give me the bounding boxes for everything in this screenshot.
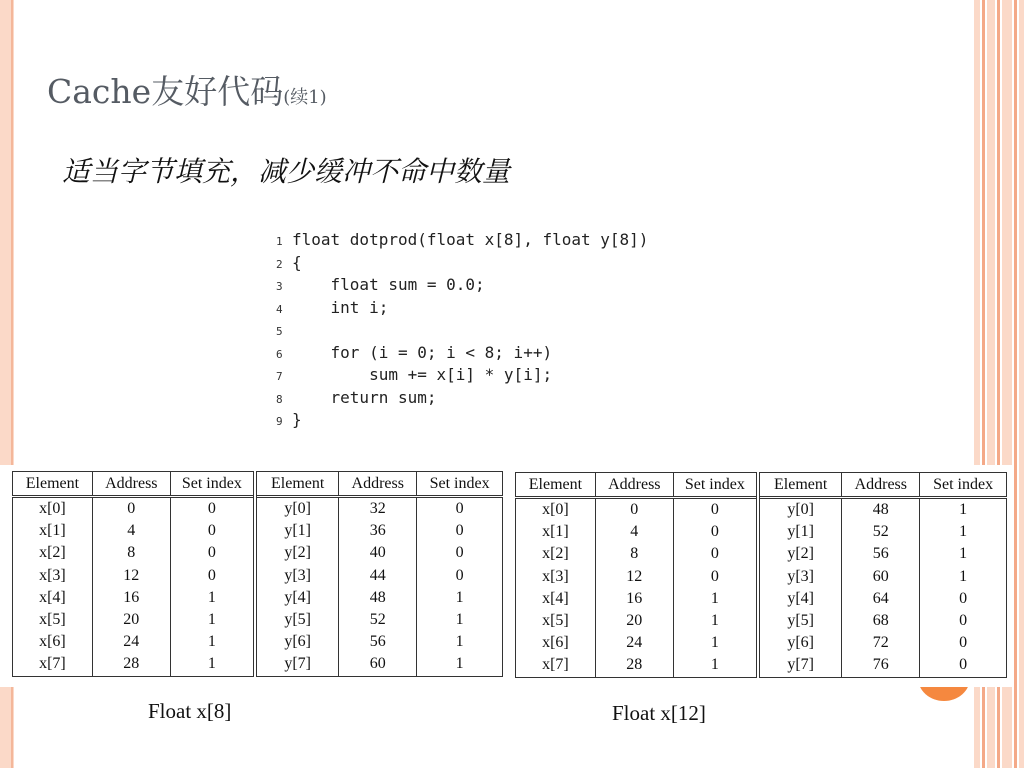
- line-number: 8: [276, 392, 283, 406]
- table-row: [516, 521, 1007, 543]
- column-header: Address: [842, 473, 920, 498]
- table-cell: y[4]: [255, 587, 339, 609]
- table-cell: 1: [920, 521, 1007, 543]
- table-cell: 1: [920, 543, 1007, 565]
- table-cell: 0: [920, 588, 1007, 610]
- column-header: Address: [339, 472, 417, 497]
- table-cell: x[6]: [516, 632, 596, 654]
- line-number: 5: [276, 325, 283, 338]
- table-caption-x8: Float x[8]: [148, 699, 232, 723]
- table-row: [13, 520, 503, 542]
- table-cell: x[5]: [516, 610, 596, 632]
- table-caption-x12: Float x[12]: [612, 701, 706, 725]
- table-cell: 1: [920, 498, 1007, 522]
- table-cell: 1: [170, 609, 255, 631]
- column-header: Address: [595, 473, 673, 498]
- table-cell: 32: [339, 497, 417, 521]
- line-number: 4: [276, 302, 283, 316]
- column-header: Element: [13, 472, 93, 497]
- table-row: [13, 609, 503, 631]
- table-cell: 60: [339, 653, 417, 676]
- table-cell: 0: [920, 654, 1007, 677]
- slide-title: [47, 66, 327, 113]
- table-cell: x[0]: [13, 497, 93, 521]
- table-cell: 48: [339, 587, 417, 609]
- table-cell: x[3]: [13, 565, 93, 587]
- table-cell: y[7]: [255, 653, 339, 676]
- column-header: Element: [516, 473, 596, 498]
- code-line: [276, 409, 648, 432]
- table-cell: 0: [170, 542, 255, 564]
- line-number: 3: [276, 280, 283, 293]
- line-number: 2: [276, 257, 283, 271]
- table-cell: 20: [92, 609, 170, 631]
- table-cell: x[7]: [13, 653, 93, 676]
- table-cell: x[4]: [13, 587, 93, 609]
- cache-table-x8: [12, 471, 503, 677]
- table-cell: x[6]: [13, 631, 93, 653]
- table-cell: 1: [170, 631, 255, 653]
- table-cell: 72: [842, 632, 920, 654]
- code-line: [276, 319, 648, 342]
- table-cell: x[1]: [13, 520, 93, 542]
- code-text: return sum;: [292, 387, 437, 407]
- table-row: [13, 587, 503, 609]
- table-cell: 76: [842, 654, 920, 677]
- line-number: 1: [276, 235, 283, 248]
- table-cell: 40: [339, 542, 417, 564]
- table-cell: x[2]: [13, 542, 93, 564]
- code-line: [276, 342, 648, 365]
- table-cell: 36: [339, 520, 417, 542]
- table-cell: 0: [673, 498, 758, 522]
- slide-subtitle: 适当字节填充，减少缓冲不命中数量: [62, 155, 511, 188]
- column-header: Set index: [417, 472, 503, 497]
- table-row: [516, 588, 1007, 610]
- table-cell: 0: [170, 520, 255, 542]
- table-cell: y[5]: [255, 609, 339, 631]
- table-cell: x[1]: [516, 521, 596, 543]
- table-cell: 0: [417, 542, 503, 564]
- table-cell: 0: [417, 520, 503, 542]
- table-cell: 48: [842, 498, 920, 522]
- code-line: [276, 297, 648, 320]
- table-cell: 64: [842, 588, 920, 610]
- code-line: [276, 229, 648, 252]
- table-cell: 1: [673, 610, 758, 632]
- table-cell: 24: [92, 631, 170, 653]
- column-header: Element: [255, 472, 339, 497]
- code-text: for (i = 0; i < 8; i++): [292, 342, 553, 362]
- table-cell: 28: [595, 654, 673, 677]
- table-row: [516, 543, 1007, 565]
- table-cell: 0: [673, 566, 758, 588]
- code-line: [276, 364, 648, 387]
- code-text: sum += x[i] * y[i];: [292, 365, 553, 384]
- table-cell: 0: [417, 565, 503, 587]
- table-cell: 1: [170, 653, 255, 676]
- table-cell: y[3]: [758, 566, 842, 588]
- table-cell: 24: [595, 632, 673, 654]
- table-cell: 1: [170, 587, 255, 609]
- table-cell: y[3]: [255, 565, 339, 587]
- line-number: 6: [276, 347, 283, 361]
- table-cell: 0: [417, 497, 503, 521]
- table-cell: 16: [595, 588, 673, 610]
- table-cell: 1: [417, 609, 503, 631]
- table-cell: x[4]: [516, 588, 596, 610]
- title-main: Cache友好代码: [47, 72, 284, 111]
- table-cell: y[0]: [255, 497, 339, 521]
- table-cell: 1: [920, 566, 1007, 588]
- code-line: [276, 274, 648, 297]
- table-cell: y[2]: [758, 543, 842, 565]
- table-cell: 4: [92, 520, 170, 542]
- table-cell: 28: [92, 653, 170, 676]
- table-cell: 0: [920, 610, 1007, 632]
- table-cell: 1: [417, 631, 503, 653]
- table-cell: y[7]: [758, 654, 842, 677]
- column-header: Set index: [170, 472, 255, 497]
- column-header: Set index: [673, 473, 758, 498]
- table-cell: 1: [417, 587, 503, 609]
- table-cell: 68: [842, 610, 920, 632]
- table-cell: x[3]: [516, 566, 596, 588]
- table-cell: 1: [673, 588, 758, 610]
- table-cell: y[2]: [255, 542, 339, 564]
- table-row: [516, 610, 1007, 632]
- table-cell: 1: [673, 632, 758, 654]
- table-cell: x[5]: [13, 609, 93, 631]
- table-cell: 8: [595, 543, 673, 565]
- table-cell: 1: [673, 654, 758, 677]
- table-row: [13, 542, 503, 564]
- line-number: 7: [276, 370, 283, 383]
- table-row: [516, 498, 1007, 522]
- table-cell: 12: [92, 565, 170, 587]
- table-row: [516, 632, 1007, 654]
- table-cell: 56: [339, 631, 417, 653]
- table-cell: 4: [595, 521, 673, 543]
- table-cell: x[0]: [516, 498, 596, 522]
- line-number: 9: [276, 415, 283, 428]
- table-row: [516, 566, 1007, 588]
- table-row: [13, 653, 503, 676]
- table-cell: y[0]: [758, 498, 842, 522]
- table-cell: y[4]: [758, 588, 842, 610]
- table-cell: 44: [339, 565, 417, 587]
- table-cell: y[6]: [758, 632, 842, 654]
- code-text: float dotprod(float x[8], float y[8]): [292, 230, 649, 249]
- table-cell: 0: [595, 498, 673, 522]
- column-header: Address: [92, 472, 170, 497]
- table-cell: 0: [920, 632, 1007, 654]
- table-cell: 8: [92, 542, 170, 564]
- code-line: [276, 252, 648, 275]
- table-cell: 52: [339, 609, 417, 631]
- code-line: [276, 387, 648, 410]
- table-row: [516, 654, 1007, 677]
- table-cell: 0: [170, 497, 255, 521]
- code-text: {: [292, 252, 302, 272]
- table-cell: y[6]: [255, 631, 339, 653]
- table-cell: x[2]: [516, 543, 596, 565]
- table-cell: 0: [170, 565, 255, 587]
- table-cell: y[1]: [758, 521, 842, 543]
- table-cell: 16: [92, 587, 170, 609]
- table-cell: y[1]: [255, 520, 339, 542]
- code-text: float sum = 0.0;: [292, 275, 485, 294]
- table-cell: 1: [417, 653, 503, 676]
- table-cell: 0: [673, 543, 758, 565]
- code-text: int i;: [292, 297, 389, 317]
- code-text: }: [292, 410, 302, 429]
- table-cell: 0: [673, 521, 758, 543]
- table-cell: 0: [92, 497, 170, 521]
- table-cell: y[5]: [758, 610, 842, 632]
- column-header: Set index: [920, 473, 1007, 498]
- table-cell: 52: [842, 521, 920, 543]
- code-block: [276, 229, 648, 432]
- table-cell: 12: [595, 566, 673, 588]
- table-cell: x[7]: [516, 654, 596, 677]
- table-cell: 60: [842, 566, 920, 588]
- table-cell: 20: [595, 610, 673, 632]
- cache-table-x12: [515, 472, 1007, 678]
- table-cell: 56: [842, 543, 920, 565]
- column-header: Element: [758, 473, 842, 498]
- table-row: [13, 497, 503, 521]
- table-row: [13, 631, 503, 653]
- table-row: [13, 565, 503, 587]
- title-sub: (续1): [283, 87, 327, 108]
